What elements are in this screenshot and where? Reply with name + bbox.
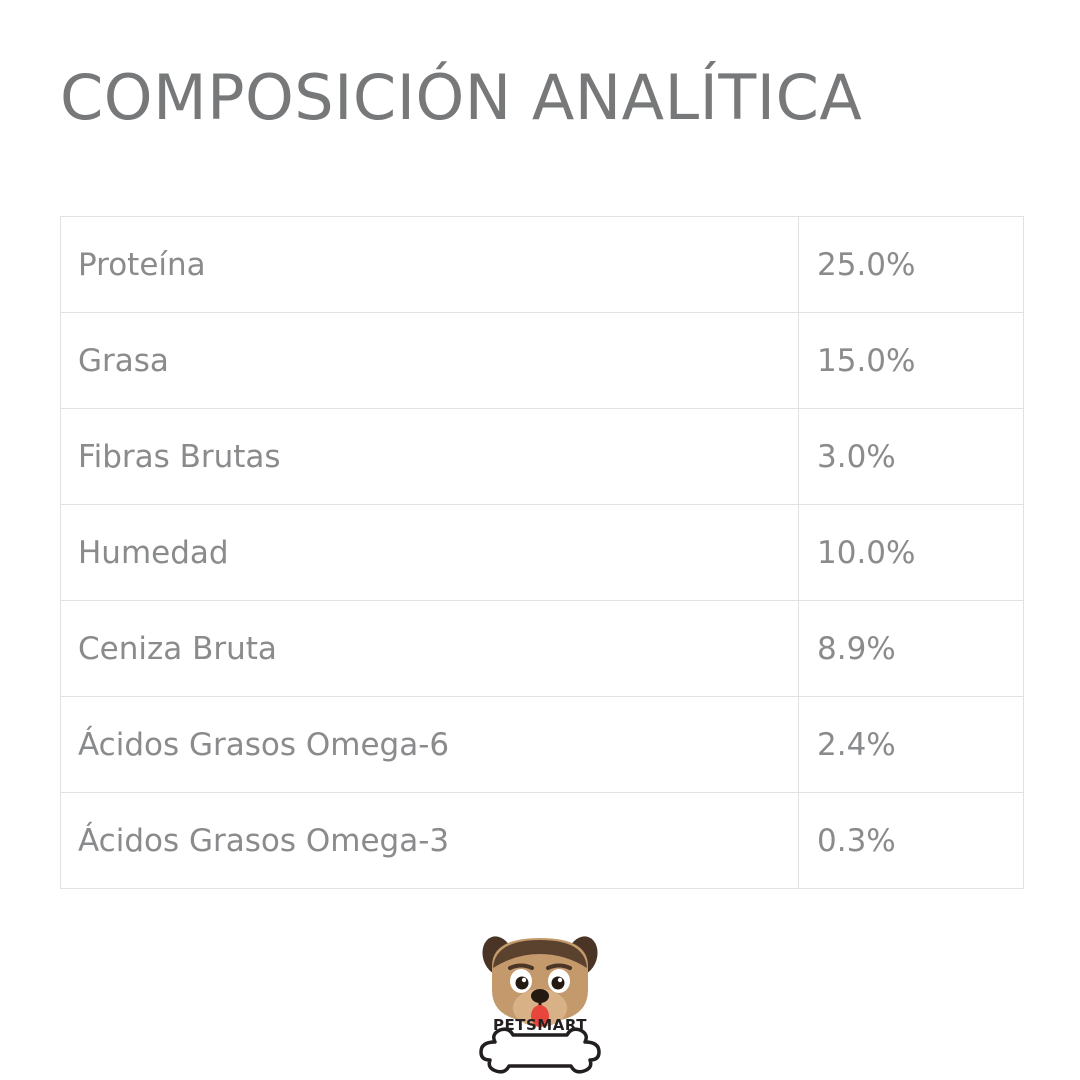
nutrient-value: 10.0% [817, 534, 916, 571]
table-row [61, 217, 1023, 313]
nutrient-value: 3.0% [817, 438, 896, 475]
table-row [61, 697, 1023, 793]
table-row [61, 505, 1023, 601]
brand-name: PETSMART [493, 1016, 587, 1034]
nutrient-name: Humedad [61, 505, 799, 600]
page-title: COMPOSICIÓN ANALÍTICA [60, 61, 863, 134]
nutrient-name: Grasa [61, 313, 799, 408]
nutrient-name: Proteína [61, 217, 799, 312]
nutrient-value: 15.0% [817, 342, 916, 379]
table-row [61, 601, 1023, 697]
nutrient-name: Ácidos Grasos Omega-3 [61, 793, 799, 888]
nutrient-value: 8.9% [817, 630, 896, 667]
table-row [61, 793, 1023, 889]
nutrient-value: 2.4% [817, 726, 896, 763]
table-row [61, 313, 1023, 409]
table-row [61, 409, 1023, 505]
dog-face-icon [478, 932, 603, 1027]
nutrient-name: Ceniza Bruta [61, 601, 799, 696]
nutrient-value: 0.3% [817, 822, 896, 859]
nutrient-value: 25.0% [817, 246, 916, 283]
analytical-composition-table [60, 216, 1024, 889]
dog-face-on-bone-logo-icon [465, 924, 615, 1074]
bone-shape-icon [481, 1029, 599, 1072]
nutrient-name: Fibras Brutas [61, 409, 799, 504]
nutrient-name: Ácidos Grasos Omega-6 [61, 697, 799, 792]
brand-logo [0, 914, 1080, 1074]
